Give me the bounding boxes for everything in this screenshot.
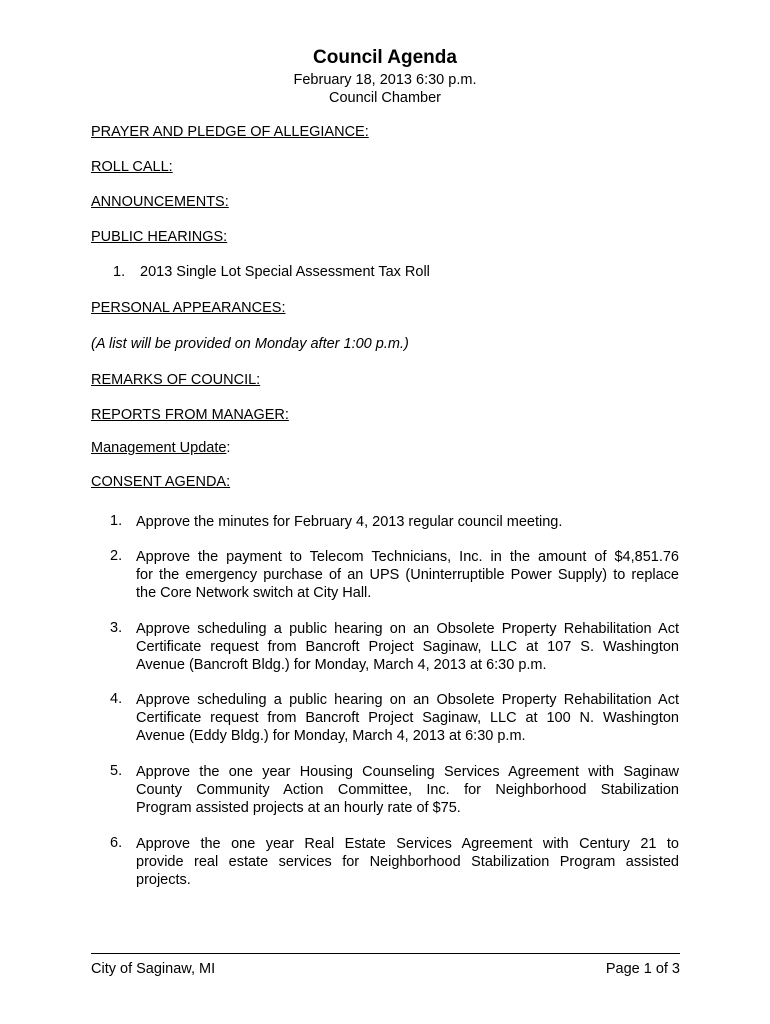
section-remarks-heading: REMARKS OF COUNCIL: — [91, 372, 261, 388]
consent-item-number: 5. — [110, 763, 123, 779]
consent-item-line: Certificate request from Bancroft Project Saginaw, LLC at 100 N. Washington — [136, 710, 679, 726]
meeting-location: Council Chamber — [328, 90, 442, 106]
management-update-label — [91, 440, 230, 456]
consent-item-number: 2. — [110, 548, 123, 564]
consent-item-line: for the emergency purchase of an UPS (Uninterruptible Power Supply) to replace — [136, 567, 679, 583]
footer-divider — [91, 953, 680, 954]
management-update-text: Management Update — [91, 440, 227, 456]
consent-item-line: Avenue (Eddy Bldg.) for Monday, March 4, 2013 at 6:30 p.m. — [136, 728, 526, 744]
consent-item-line: projects. — [136, 872, 191, 888]
consent-item-line: Approve the one year Housing Counseling Services Agreement with Saginaw — [136, 764, 679, 780]
footer-city: City of Saginaw, MI — [91, 961, 216, 977]
section-announcements-heading: ANNOUNCEMENTS: — [91, 194, 229, 210]
consent-item-line: Avenue (Bancroft Bldg.) for Monday, March 4, 2013 at 6:30 p.m. — [136, 657, 547, 673]
consent-item-line: Approve scheduling a public hearing on an Obsolete Property Rehabilitation Act — [136, 692, 679, 708]
consent-item-number: 6. — [110, 835, 123, 851]
management-update-colon: : — [226, 440, 231, 456]
section-prayer-heading: PRAYER AND PLEDGE OF ALLEGIANCE: — [91, 124, 369, 140]
consent-item-line: Certificate request from Bancroft Project Saginaw, LLC at 107 S. Washington — [136, 639, 679, 655]
section-reports-heading: REPORTS FROM MANAGER: — [91, 407, 289, 423]
section-public-hearings-heading: PUBLIC HEARINGS: — [91, 229, 228, 245]
consent-item-number: 1. — [110, 513, 123, 529]
consent-item-line: Approve the payment to Telecom Technicians, Inc. in the amount of $4,851.76 — [136, 549, 679, 565]
consent-item-line: provide real estate services for Neighborhood Stabilization Program assisted — [136, 854, 679, 870]
public-hearing-item-text: 2013 Single Lot Special Assessment Tax Roll — [140, 264, 430, 280]
consent-item-number: 3. — [110, 620, 123, 636]
footer-page-number: Page 1 of 3 — [605, 961, 680, 977]
personal-appearances-note: (A list will be provided on Monday after 1:00 p.m.) — [91, 336, 409, 352]
consent-item-number: 4. — [110, 691, 123, 707]
consent-item-body — [136, 513, 679, 531]
section-personal-appearances-heading: PERSONAL APPEARANCES: — [91, 300, 286, 316]
meeting-date: February 18, 2013 6:30 p.m. — [293, 72, 477, 88]
consent-item-body — [136, 835, 679, 889]
consent-item-body — [136, 620, 679, 674]
consent-item-body — [136, 548, 679, 602]
consent-item-line: Approve scheduling a public hearing on an Obsolete Property Rehabilitation Act — [136, 621, 679, 637]
public-hearing-item-number: 1. — [113, 264, 126, 280]
consent-item-line: Approve the minutes for February 4, 2013 regular council meeting. — [136, 514, 563, 530]
consent-item-line: Approve the one year Real Estate Services Agreement with Century 21 to — [136, 836, 679, 852]
consent-item-line: the Core Network switch at City Hall. — [136, 585, 372, 601]
consent-item-body — [136, 691, 679, 745]
section-roll-call-heading: ROLL CALL: — [91, 159, 173, 175]
section-consent-agenda-heading: CONSENT AGENDA: — [91, 474, 231, 490]
consent-item-line: Program assisted projects at an hourly rate of $75. — [136, 800, 461, 816]
consent-item-line: County Community Action Committee, Inc. for Neighborhood Stabilization — [136, 782, 679, 798]
consent-item-body — [136, 763, 679, 817]
page-title: Council Agenda — [313, 47, 457, 68]
